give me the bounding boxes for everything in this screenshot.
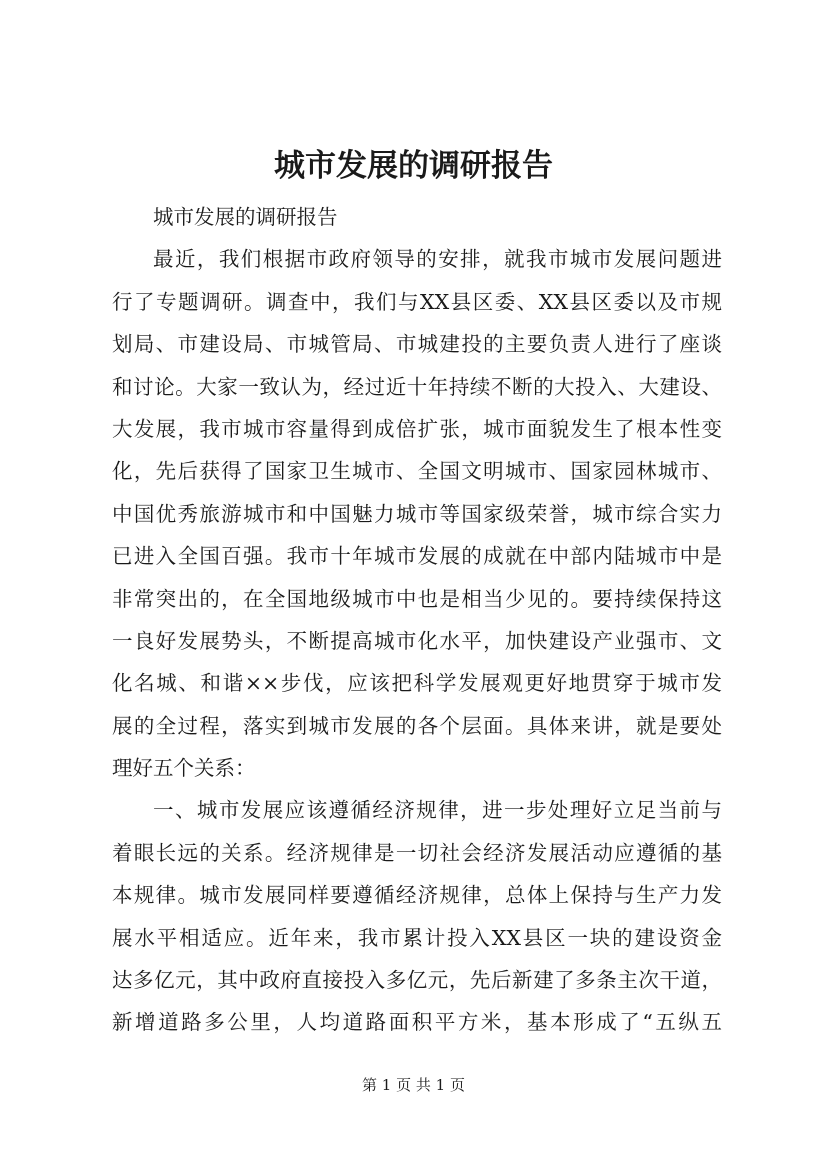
document-title: 城市发展的调研报告 (274, 148, 553, 184)
text-line: 达多亿元，其中政府直接投入多亿元，先后新建了多条主次干道， (112, 968, 722, 993)
text-line: 着眼长远的关系。经济规律是一切社会经济发展活动应遵循的基 (112, 840, 722, 865)
text-line: 城市发展的调研报告 (153, 205, 338, 229)
text-line: 本规律。城市发展同样要遵循经济规律，总体上保持与生产力发 (112, 883, 722, 908)
text-line: 最近，我们根据市政府领导的安排，就我市城市发展问题进 (153, 247, 722, 272)
text-line: 行了专题调研。调查中，我们与XX县区委、XX县区委以及市规 (112, 289, 722, 314)
page-footer: 第 1 页 共 1 页 (362, 1076, 465, 1094)
text-line: 划局、市建设局、市城管局、市城建投的主要负责人进行了座谈 (112, 332, 722, 357)
text-line: 大发展，我市城市容量得到成倍扩张，城市面貌发生了根本性变 (112, 416, 722, 441)
text-line: 展水平相适应。近年来，我市累计投入XX县区一块的建设资金 (112, 925, 722, 950)
text-line: 新增道路多公里，人均道路面积平方米，基本形成了“五纵五 (112, 1010, 722, 1035)
text-line: 非常突出的，在全国地级城市中也是相当少见的。要持续保持这 (112, 586, 722, 611)
text-line: 化名城、和谐××步伐，应该把科学发展观更好地贯穿于城市发 (112, 671, 722, 696)
text-line: 已进入全国百强。我市十年城市发展的成就在中部内陆城市中是 (112, 544, 722, 569)
document-body (112, 196, 722, 1044)
text-line: 和讨论。大家一致认为，经过近十年持续不断的大投入、大建设、 (112, 374, 722, 399)
text-line: 化，先后获得了国家卫生城市、全国文明城市、国家园林城市、 (112, 459, 722, 484)
text-line: 一良好发展势头，不断提高城市化水平，加快建设产业强市、文 (112, 628, 722, 653)
text-line: 一、城市发展应该遵循经济规律，进一步处理好立足当前与 (153, 798, 722, 823)
text-line: 展的全过程，落实到城市发展的各个层面。具体来讲，就是要处 (112, 713, 722, 738)
text-line: 中国优秀旅游城市和中国魅力城市等国家级荣誉，城市综合实力 (112, 501, 722, 526)
text-line: 理好五个关系： (112, 756, 256, 781)
